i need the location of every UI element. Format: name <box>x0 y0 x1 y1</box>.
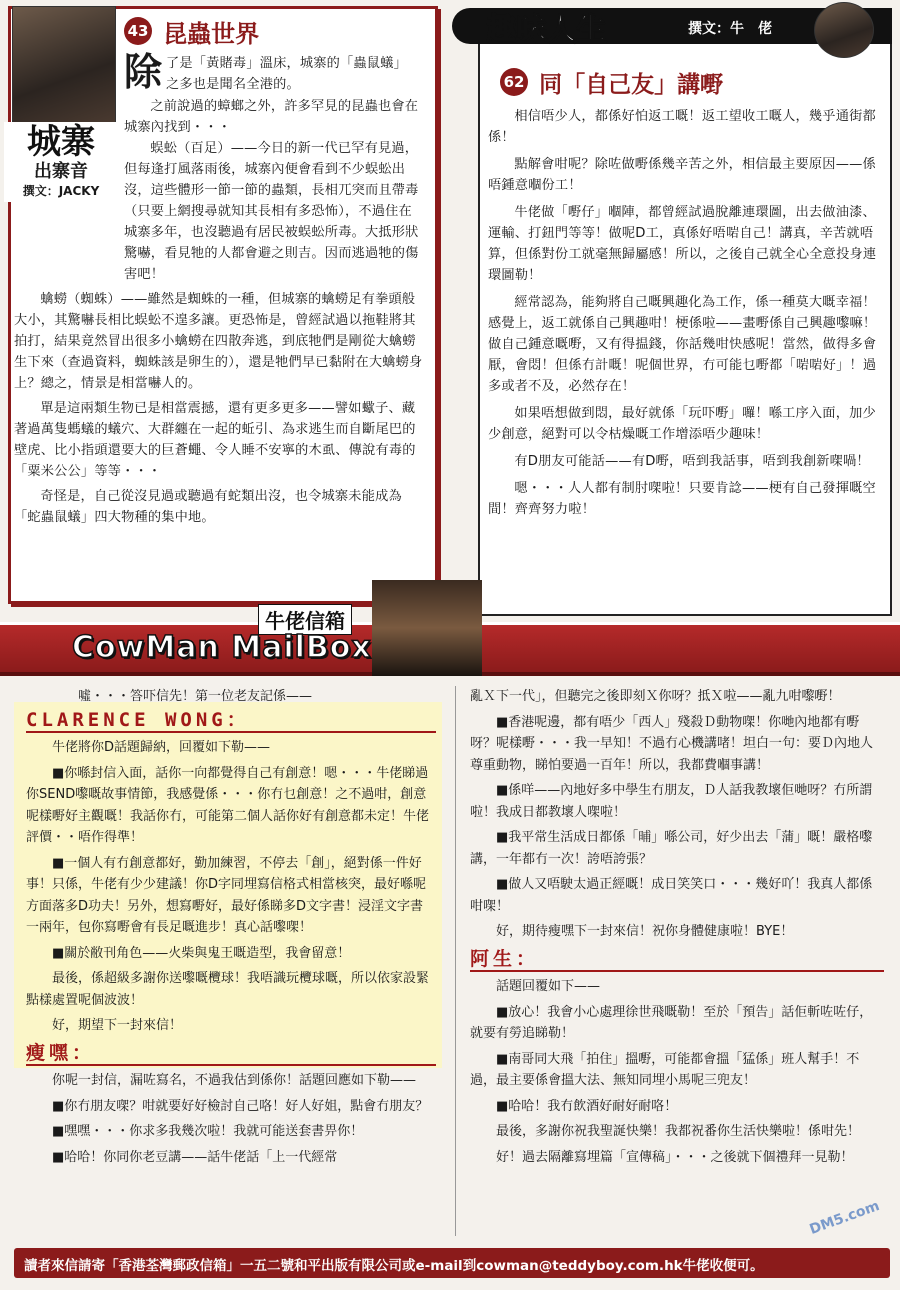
mail-paragraph: ■一個人有冇創意都好，勤加練習，不停去「創」，絕對係一件好事！只係，牛佬有少少建議！你D字同埋寫信格式相當核突，最好喺呢方面落多D功夫！另外，想寫嘢好，最好係睇多D文字書！浸淫文字書一兩年，包你寫嘢會有長足嘅進步！真心話嚟㗎！ <box>26 855 427 935</box>
author-photo-cowman <box>814 2 874 58</box>
left-paragraph: 奇怪是，自己從沒見過或聽過有蛇類出沒，也令城寨未能成為「蛇蟲鼠蟻」四大物種的集中地。 <box>14 489 402 525</box>
reader-name-clarence: CLARENCE WONG： <box>26 710 436 734</box>
right-body <box>488 106 878 520</box>
right-article-title: 同「自己友」講嘢 <box>539 72 724 98</box>
author-photo-jacky <box>12 6 116 124</box>
mail-paragraph: 好，期望下一封來信！ <box>52 1018 183 1033</box>
right-paragraph: 嗯・・・人人都有制肘㗎啦！只要肯諗——梗有自己發揮嘅空間！齊齊努力啦！ <box>488 481 876 517</box>
right-paragraph: 有D朋友可能話——有D嘢，唔到我話事，唔到我創新㗎喎！ <box>514 454 870 469</box>
left-body <box>14 138 424 528</box>
right-paragraph: 如果唔想做到悶，最好就係「玩吓嘢」囉！喺工序入面，加少少創意，絕對可以令枯燥嘅工作增添唔少趣味！ <box>488 406 876 442</box>
mail-paragraph: 好！過去隔離寫埋篇「宣傳稿」・・・之後就下個禮拜一見勒！ <box>496 1149 854 1165</box>
mail-paragraph: ■你冇朋友㗎？咁就要好好檢討自己咯！好人好姐，點會冇朋友？ <box>52 1098 429 1114</box>
right-article-header <box>500 66 723 99</box>
mail-paragraph: 你呢一封信，漏咗寫名，不過我估到係你！話題回應如下勒—— <box>52 1073 417 1088</box>
series-title: 趣味人生 <box>486 12 606 47</box>
mail-paragraph: 亂Ｘ下一代」，但聽完之後即刻Ｘ你呀？抵Ｘ啦——亂九咁嚟嘢！ <box>470 689 841 704</box>
mail-right-column <box>470 686 884 1168</box>
mail-left-column <box>26 686 436 1168</box>
drop-cap: 除 <box>124 50 163 94</box>
right-paragraph: 牛佬做「嘢仔」嗰陣，都曾經試過脫離連環圖，出去做油漆、運輸、打鈕門等等！做呢D工，真係好唔啱自己！講真，辛苦就唔算，但係對份工就毫無歸屬感！所以，之後自己就全心全意投身連環圖勒！ <box>488 205 877 283</box>
left-paragraph: 蜈蚣（百足）——今日的新一代已罕有見過，但每逢打風落雨後，城寨內便會看到不少蜈蚣出沒，這些體形一節一節的蟲類，長相兀突而且帶毒（只要上網搜尋就知其長相有多恐怖），不過住在城寨多年，也沒聽過有居民被蜈蚣所毒。大抵形狀驚嚇，看見牠的人都會避之則吉。因而逃過牠的傷害吧！ <box>124 141 419 282</box>
left-paragraph: 蠄蟧（蜘蛛）——雖然是蜘蛛的一種，但城寨的蠄蟧足有拳頭般大小，其驚嚇長相比蜈蚣不遑多讓。更恐怖是，曾經試過以拖鞋將其拍打，結果竟然冒出很多小蠄蟧在四散奔逃，到底牠們是剛從大蠄蟧生下來（查過資料，蜘蛛該是卵生的），還是牠們早已黏附在大蠄蟧身上？總之，情景是相當嚇人的。 <box>14 292 423 391</box>
mail-paragraph: ■嘿嘿・・・你求多我幾次啦！我就可能送套書畀你！ <box>52 1124 364 1139</box>
mail-paragraph: ■你喺封信入面，話你一向都覺得自己有創意！嗯・・・牛佬睇過你SEND嚟嘅故事情節，我感覺係・・・你冇乜創意！之不過咁，創意呢樣嘢好主觀嘅！我話你冇，可能第二個人話你好有創意都未定！牛佬評價・・唔作得準！ <box>26 765 430 845</box>
left-byline: 撰文：JACKY <box>22 184 100 198</box>
right-byline: 撰文：牛 佬 <box>688 18 772 38</box>
mail-paragraph: ■係咩——內地好多中學生冇朋友，Ｄ人話我教壞佢哋呀？冇所謂啦！我成日都教壞人㗎啦！ <box>470 783 873 820</box>
mail-paragraph: 話題回覆如下—— <box>496 979 601 994</box>
right-paragraph: 點解會咁呢？除咗做嘢係幾辛苦之外，相信最主要原因——係唔鍾意嗰份工！ <box>488 157 876 193</box>
right-paragraph: 經常認為，能夠將自己嘅興趣化為工作，係一種莫大嘅幸福！感覺上，返工就係自己興趣咁！梗係啦——畫嘢係自己興趣嚟嘛！做自己鍾意嘅嘢，又有得揾錢，你話幾咁快感呢！當然，做得多會厭，會悶！但係冇計嘅！呢個世界，冇可能乜嘢都「啱啱好」！過多或者不及，必然存在！ <box>488 295 877 394</box>
article-number-badge: 62 <box>500 68 528 96</box>
left-paragraph: 單是這兩類生物已是相當震撼，還有更多更多——譬如蠍子、藏著過萬隻螞蟻的蟻穴、大群纏在一起的蚯引、為求逃生而自斷尾巴的壁虎、比小指頭還要大的巨蒼蠅、令人睡不安寧的木虱、傳說有毒的「粟米公公」等等・・・ <box>14 401 416 479</box>
right-paragraph: 相信唔少人，都係好怕返工嘅！返工望收工嘅人，幾乎通街都係！ <box>488 109 876 145</box>
footer-text: 讀者來信請寄「香港荃灣郵政信箱」一五二號和平出版有限公司或e-mail到cowman@teddyboy.com.hk牛佬收便可。 <box>24 1258 764 1274</box>
mail-intro: 噓・・・答吓信先！第一位老友記係—— <box>78 689 313 704</box>
left-article-title: 昆蟲世界 <box>163 20 260 48</box>
left-first-line: 了是「黃賭毒」溫床，城寨的「蟲鼠蟻」之多也是聞名全港的。 <box>166 56 407 92</box>
corner-title: 城寨 <box>27 122 95 162</box>
cowman-photo <box>372 580 482 676</box>
left-paragraph: 之前說過的蟑螂之外，許多罕見的昆蟲也會在城寨內找到・・・ <box>124 99 419 135</box>
left-body-top <box>124 96 420 138</box>
reader-name-asang: 阿生： <box>470 949 884 973</box>
mail-paragraph: ■放心！我會小心處理徐世飛嘅勒！至於「預告」話佢斬咗咗仔，就要有勞追睇勒！ <box>470 1004 873 1041</box>
mail-paragraph: 最後，多謝你祝我聖誕快樂！我都祝番你生活快樂啦！係咁先！ <box>496 1124 861 1139</box>
corner-subtitle: 出寨音 <box>34 161 88 182</box>
left-article-header <box>124 14 259 49</box>
mailbox-title-cn: 牛佬信箱 <box>258 604 352 635</box>
mail-paragraph: 最後，係超級多謝你送嚟嘅欖球！我唔識玩欖球嘅，所以依家設緊點樣處置呢個波波！ <box>26 971 430 1008</box>
column-divider <box>455 686 456 1236</box>
site-watermark: DM5.com <box>807 1197 882 1239</box>
mail-paragraph: 牛佬將你D話題歸納，回覆如下勒—— <box>52 740 271 755</box>
article-number-badge: 43 <box>124 17 152 45</box>
mail-paragraph: ■南哥同大飛「拍住」搵嘢，可能都會搵「猛係」班人幫手！不過，最主要係會搵大法、無知同埋小馬呢三兜友！ <box>470 1051 860 1088</box>
mailbox-title-en: CowMan MailBox <box>72 630 372 665</box>
reader-name-shouhei: 瘦嘿： <box>26 1043 436 1067</box>
mail-paragraph: ■我平常生活成日都係「晡」喺公司，好少出去「蒲」嘅！嚴格嚟講，一年都冇一次！誇唔誇張？ <box>470 830 873 867</box>
mail-paragraph: ■關於敝刊角色——火柴與鬼王嘅造型，我會留意！ <box>52 945 351 961</box>
mail-paragraph: 好，期待瘦嘿下一封來信！祝你身體健康啦！BYE！ <box>496 924 794 939</box>
mail-paragraph: ■香港呢邊，都有唔少「西人」殘殺Ｄ動物㗎！你哋內地都有嘢呀？呢樣嘢・・・我一早知！不過冇心機講啫！坦白一句：要Ｄ內地人尊重動物，睇怕要過一百年！所以，我都費嗰事講！ <box>470 714 874 773</box>
mail-paragraph: ■哈哈！你同你老豆講——話牛佬話「上一代經常 <box>52 1149 338 1165</box>
mail-paragraph: ■哈哈！我冇飲酒好耐好耐咯！ <box>496 1098 678 1114</box>
mail-paragraph: ■做人又唔駛太過正經嘅！成日笑笑口・・・幾好吖！我真人都係咁㗎！ <box>470 877 873 914</box>
